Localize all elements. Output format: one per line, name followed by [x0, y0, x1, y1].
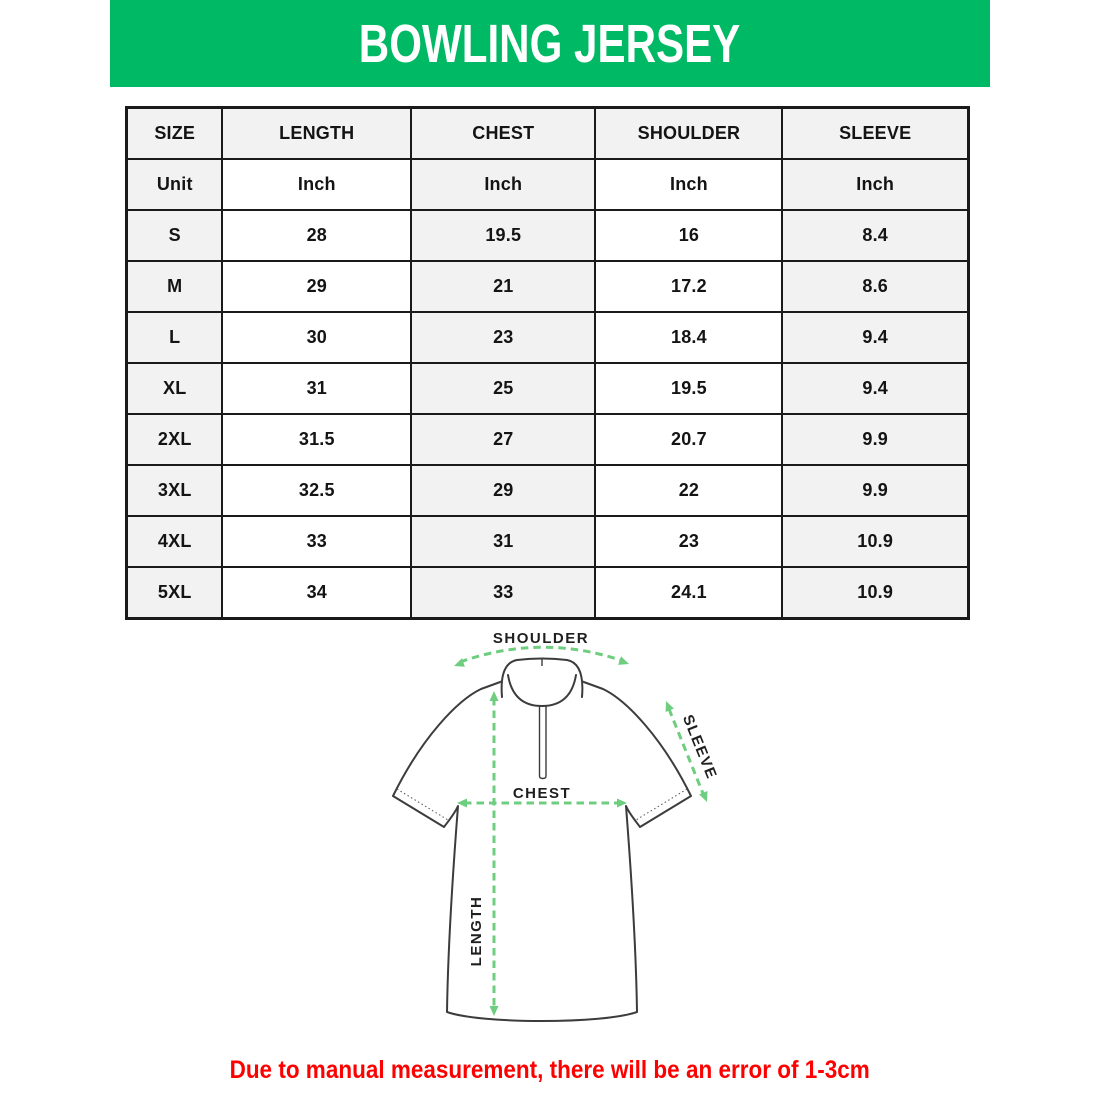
value-cell: 22 [595, 465, 782, 516]
value-cell: 17.2 [595, 261, 782, 312]
value-cell: Inch [411, 159, 595, 210]
value-cell: 10.9 [782, 516, 968, 567]
chest-label: CHEST [512, 785, 572, 802]
table-row [127, 465, 969, 516]
value-cell: 28 [222, 210, 411, 261]
header-row [127, 108, 969, 160]
value-cell: Inch [222, 159, 411, 210]
column-header-length: LENGTH [222, 108, 411, 160]
value-cell: 8.4 [782, 210, 968, 261]
value-cell: 33 [411, 567, 595, 619]
value-cell: 32.5 [222, 465, 411, 516]
size-cell: S [127, 210, 223, 261]
shoulder-label: SHOULDER [492, 630, 590, 647]
column-header-size: SIZE [127, 108, 223, 160]
sleeve-label: SLEEVE [678, 712, 721, 782]
page-title: BOWLING JERSEY [359, 13, 741, 74]
jersey-diagram [360, 615, 760, 1055]
value-cell: 21 [411, 261, 595, 312]
title-banner [110, 0, 990, 87]
value-cell: 31 [411, 516, 595, 567]
value-cell: 9.9 [782, 414, 968, 465]
value-cell: 9.4 [782, 312, 968, 363]
table-row [127, 159, 969, 210]
table-row [127, 261, 969, 312]
value-cell: 30 [222, 312, 411, 363]
size-table-body [127, 159, 969, 619]
value-cell: 25 [411, 363, 595, 414]
value-cell: 24.1 [595, 567, 782, 619]
disclaimer-text: Due to manual measurement, there will be an error of 1-3cm [229, 1056, 871, 1084]
size-cell: Unit [127, 159, 223, 210]
table-row [127, 567, 969, 619]
table-row [127, 210, 969, 261]
table-row [127, 312, 969, 363]
value-cell: 9.9 [782, 465, 968, 516]
size-chart-table [125, 106, 970, 620]
value-cell: 19.5 [411, 210, 595, 261]
jersey-outline [393, 659, 691, 1022]
value-cell: 31.5 [222, 414, 411, 465]
value-cell: 18.4 [595, 312, 782, 363]
size-cell: 2XL [127, 414, 223, 465]
measurement-disclaimer [0, 1048, 1100, 1092]
size-cell: 4XL [127, 516, 223, 567]
column-header-shoulder: SHOULDER [595, 108, 782, 160]
value-cell: 31 [222, 363, 411, 414]
value-cell: 33 [222, 516, 411, 567]
table-row [127, 363, 969, 414]
column-header-chest: CHEST [411, 108, 595, 160]
value-cell: Inch [595, 159, 782, 210]
column-header-sleeve: SLEEVE [782, 108, 968, 160]
value-cell: 29 [222, 261, 411, 312]
size-cell: XL [127, 363, 223, 414]
value-cell: 10.9 [782, 567, 968, 619]
value-cell: 29 [411, 465, 595, 516]
table-row [127, 516, 969, 567]
value-cell: 20.7 [595, 414, 782, 465]
table-row [127, 414, 969, 465]
value-cell: 16 [595, 210, 782, 261]
length-label: LENGTH [468, 895, 485, 967]
size-cell: L [127, 312, 223, 363]
size-cell: 3XL [127, 465, 223, 516]
value-cell: 23 [595, 516, 782, 567]
value-cell: 34 [222, 567, 411, 619]
size-cell: 5XL [127, 567, 223, 619]
value-cell: 27 [411, 414, 595, 465]
value-cell: 19.5 [595, 363, 782, 414]
size-cell: M [127, 261, 223, 312]
value-cell: Inch [782, 159, 968, 210]
value-cell: 9.4 [782, 363, 968, 414]
value-cell: 23 [411, 312, 595, 363]
value-cell: 8.6 [782, 261, 968, 312]
